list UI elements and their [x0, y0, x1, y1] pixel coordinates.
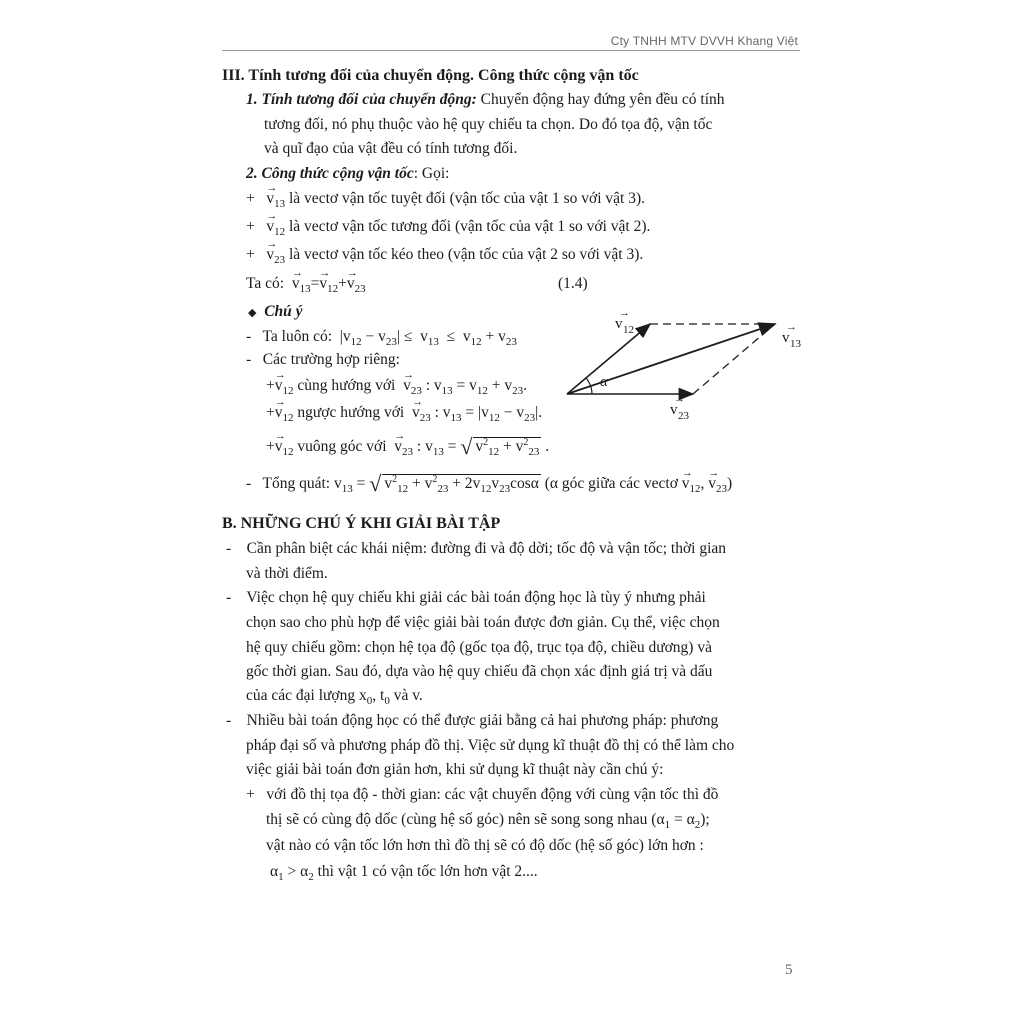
b-item-2-line-1: - Việc chọn hệ quy chiếu khi giải các bài toán động học là tùy ý nhưng phải: [226, 589, 706, 606]
dashed-right-side: [693, 324, 775, 394]
paragraph-1-line-1: 1. Tính tương đối của chuyển động: Chuyển động hay đứng yên đều có tính: [246, 91, 725, 108]
section-b-title: B. NHỮNG CHÚ Ý KHI GIẢI BÀI TẬP: [222, 515, 501, 532]
b-item-1-line-2: và thời điểm.: [246, 565, 328, 582]
case-perpendicular: +→ $v_{12}$ vuông góc với → $v_{23}$ : $v_{13}$ = √ $v^2_{12} + v^2_{23}$ .: [266, 437, 549, 457]
svg-text:12: 12: [623, 324, 634, 336]
definition-v23: + → $v_{23}$ là vectơ vận tốc kéo theo (vận tốc của vật 2 so với vật 3).: [246, 245, 643, 265]
b-item-4-line-3: vật nào có vận tốc lớn hơn thì đồ thị sẽ có độ dốc (hệ số góc) lớn hơn :: [266, 837, 704, 854]
running-header: Cty TNHH MTV DVVH Khang Việt: [610, 34, 798, 48]
paragraph-1-line-3: và quĩ đạo của vật đều có tính tương đối.: [264, 140, 518, 157]
case-same-direction: +→ $v_{12}$ cùng hướng với → $v_{23}$ : $v_{13} = v_{12} + v_{23}$.: [266, 376, 527, 396]
paragraph-1-line-2: tương đối, nó phụ thuộc vào hệ quy chiếu ta chọn. Do đó tọa độ, vận tốc: [264, 116, 713, 133]
svg-text:→: →: [674, 393, 685, 405]
general-formula: - Tổng quát: $v_{13}$ = √ $v^2_{12} + v^2_{23} + 2v_{12}v_{23}\cos\alpha$ (α góc giữa các vectơ → $v_{12}$, → $v_{23}$): [246, 474, 732, 494]
page-number: 5: [785, 962, 793, 978]
label-v13: [782, 321, 802, 350]
label-v12: [615, 307, 634, 336]
b-item-2-line-4: gốc thời gian. Sau đó, dựa vào hệ quy chiếu đã chọn xác định giá trị và dấu: [246, 663, 713, 680]
b-item-2-line-2: chọn sao cho phù hợp để việc giải bài toán được đơn giản. Cụ thể, việc chọn: [246, 614, 720, 631]
header-rule: [222, 50, 800, 51]
label-v23: [670, 393, 690, 422]
svg-text:v: v: [782, 330, 790, 346]
paragraph-2-heading: 2. Công thức cộng vận tốc: Gọi:: [246, 165, 450, 182]
note-heading: ◆ Chú ý: [248, 303, 303, 320]
definition-v13: + → $v_{13}$ là vectơ vận tốc tuyệt đối (vận tốc của vật 1 so với vật 3).: [246, 189, 645, 209]
b-item-4-line-1: + với đồ thị tọa độ - thời gian: các vật chuyển động với cùng vận tốc thì đồ: [246, 786, 719, 803]
b-item-2-line-3: hệ quy chiếu gồm: chọn hệ tọa độ (gốc tọa độ, trục tọa độ, chiều dương) và: [246, 639, 712, 656]
equation-number: (1.4): [558, 275, 588, 292]
vector-parallelogram-diagram: [560, 306, 810, 426]
svg-text:v: v: [615, 316, 623, 332]
svg-text:→: →: [786, 321, 797, 333]
b-item-2-line-5: của các đại lượng $x_0$, $t_0$ và v.: [246, 687, 423, 707]
vector-v13-arrow: [567, 324, 775, 394]
vector-v12-arrow: [567, 324, 650, 394]
b-item-3-line-2: pháp đại số và phương pháp đồ thị. Việc sử dụng kĩ thuật đồ thị có thể làm cho: [246, 737, 735, 754]
b-item-4-line-2: thị sẽ có cùng độ dốc (cùng hệ số góc) nên sẽ song song nhau $(\alpha_1 = \alpha_2)$;: [266, 811, 710, 831]
b-item-3-line-3: việc giải bài toán đơn giản hơn, khi sử dụng kĩ thuật này cần chú ý:: [246, 761, 664, 778]
b-item-1-line-1: - Cần phân biệt các khái niệm: đường đi và độ dời; tốc độ và vận tốc; thời gian: [226, 540, 727, 557]
definition-v12: + → $v_{12}$ là vectơ vận tốc tương đối (vận tốc của vật 1 so với vật 2).: [246, 217, 650, 237]
svg-text:23: 23: [678, 410, 689, 422]
svg-text:→: →: [619, 307, 630, 319]
special-cases-heading: - Các trường hợp riêng:: [246, 351, 400, 368]
svg-text:v: v: [670, 402, 678, 418]
inequality-line: - Ta luôn có: $|v_{12} - v_{23}| \le v_{13} \le v_{12} + v_{23}$: [246, 328, 517, 348]
section-3-title: III. Tính tương đối của chuyển động. Công thức cộng vận tốc: [222, 67, 639, 84]
b-item-4-line-4: $\alpha_1 > \alpha_2$ thì vật 1 có vận tốc lớn hơn vật 2....: [270, 863, 538, 883]
angle-alpha-label: α: [600, 374, 608, 390]
svg-text:13: 13: [790, 338, 801, 350]
case-opposite-direction: +→ $v_{12}$ ngược hướng với → $v_{23}$ : $v_{13} = |v_{12} - v_{23}|$.: [266, 403, 542, 423]
velocity-addition-formula: Ta có: → $v_{13}=\to v_{12}+\to v_{23}$: [246, 274, 366, 294]
b-item-3-line-1: - Nhiều bài toán động học có thể được giải bằng cả hai phương pháp: phương: [226, 712, 719, 729]
